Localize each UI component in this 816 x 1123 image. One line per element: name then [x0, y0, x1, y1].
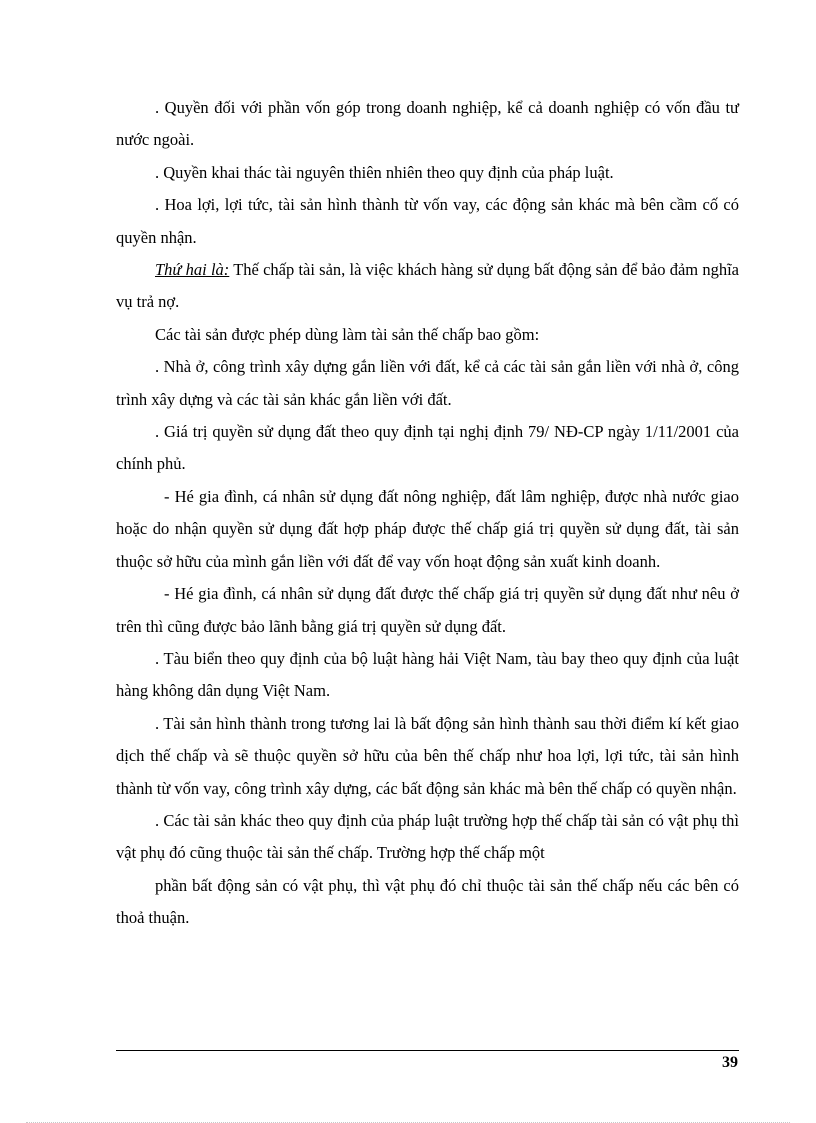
paragraph-resource-rights: . Quyền khai thác tài nguyên thiên nhiên theo quy định của pháp luật.	[155, 162, 614, 182]
paragraph-other-assets: . Các tài sản khác theo quy định của pháp luật trường hợp thế chấp tài sản có vật phụ thì vật phụ đó cũng thuộc tài sản thế chấp. Trường hợp thế chấp một	[116, 810, 739, 863]
paragraph-accessories: phần bất động sản có vật phụ, thì vật phụ đó chỉ thuộc tài sản thế chấp nếu các bên có thoả thuận.	[116, 875, 739, 928]
paragraph-yields: . Hoa lợi, lợi tức, tài sản hình thành từ vốn vay, các động sản khác mà bên cầm cố có quyền nhận.	[116, 195, 739, 247]
paragraph-collateral-list-intro: Các tài sản được phép dùng làm tài sản thế chấp bao gồm:	[155, 324, 540, 344]
paragraph-land-use-value: . Giá trị quyền sử dụng đất theo quy định tại nghị định 79/ NĐ-CP ngày 1/11/2001 của chính phủ.	[116, 422, 739, 474]
paragraph-ships-aircraft: . Tàu biển theo quy định của bộ luật hàng hải Việt Nam, tàu bay theo quy định của luật hàng không dân dụng Việt Nam.	[116, 648, 739, 701]
paragraph-houses: . Nhà ở, công trình xây dựng gắn liền với đất, kể cả các tài sản gắn liền với nhà ở, công trình xây dựng và các tài sản khác gắn liền với đất.	[116, 357, 739, 409]
paragraph-future-assets: . Tài sản hình thành trong tương lai là bất động sản hình thành sau thời điểm kí kết giao dịch thế chấp và sẽ thuộc quyền sở hữu của bên thế chấp như hoa lợi, lợi tức, tài sản hình thành từ vốn vay, công trình xây dựng, các bất động sản khác mà bên thế chấp có quyền nhận.	[116, 713, 739, 798]
paragraph-households-guarantee: - Hé gia đình, cá nhân sử dụng đất được thế chấp giá trị quyền sử dụng đất như nêu ở trên thì cũng được bảo lãnh bằng giá trị quyền sử dụng đất.	[116, 584, 739, 636]
paragraph-mortgage-intro	[116, 254, 739, 319]
second-heading: Thứ hai là:	[155, 260, 230, 280]
mortgage-intro-text: Thế chấp tài sản, là việc khách hàng sử dụng bất động sản để bảo đảm nghĩa vụ trả nợ.	[116, 260, 740, 312]
paragraph-households-agri: - Hé gia đình, cá nhân sử dụng đất nông nghiệp, đất lâm nghiệp, được nhà nước giao hoặc do nhận quyền sử dụng đất hợp pháp được thế chấp giá trị quyền sử dụng đất, tài sản thuộc sở hữu của mình gắn liền với đất để vay vốn hoạt động sản xuất kinh doanh.	[116, 486, 739, 571]
paragraph-capital-rights: . Quyền đối với phần vốn góp trong doanh nghiệp, kể cả doanh nghiệp có vốn đầu tư nước ngoài.	[116, 98, 739, 150]
footer-rule	[116, 1050, 739, 1051]
page-number: 39	[722, 1054, 738, 1071]
body-text	[116, 92, 739, 935]
